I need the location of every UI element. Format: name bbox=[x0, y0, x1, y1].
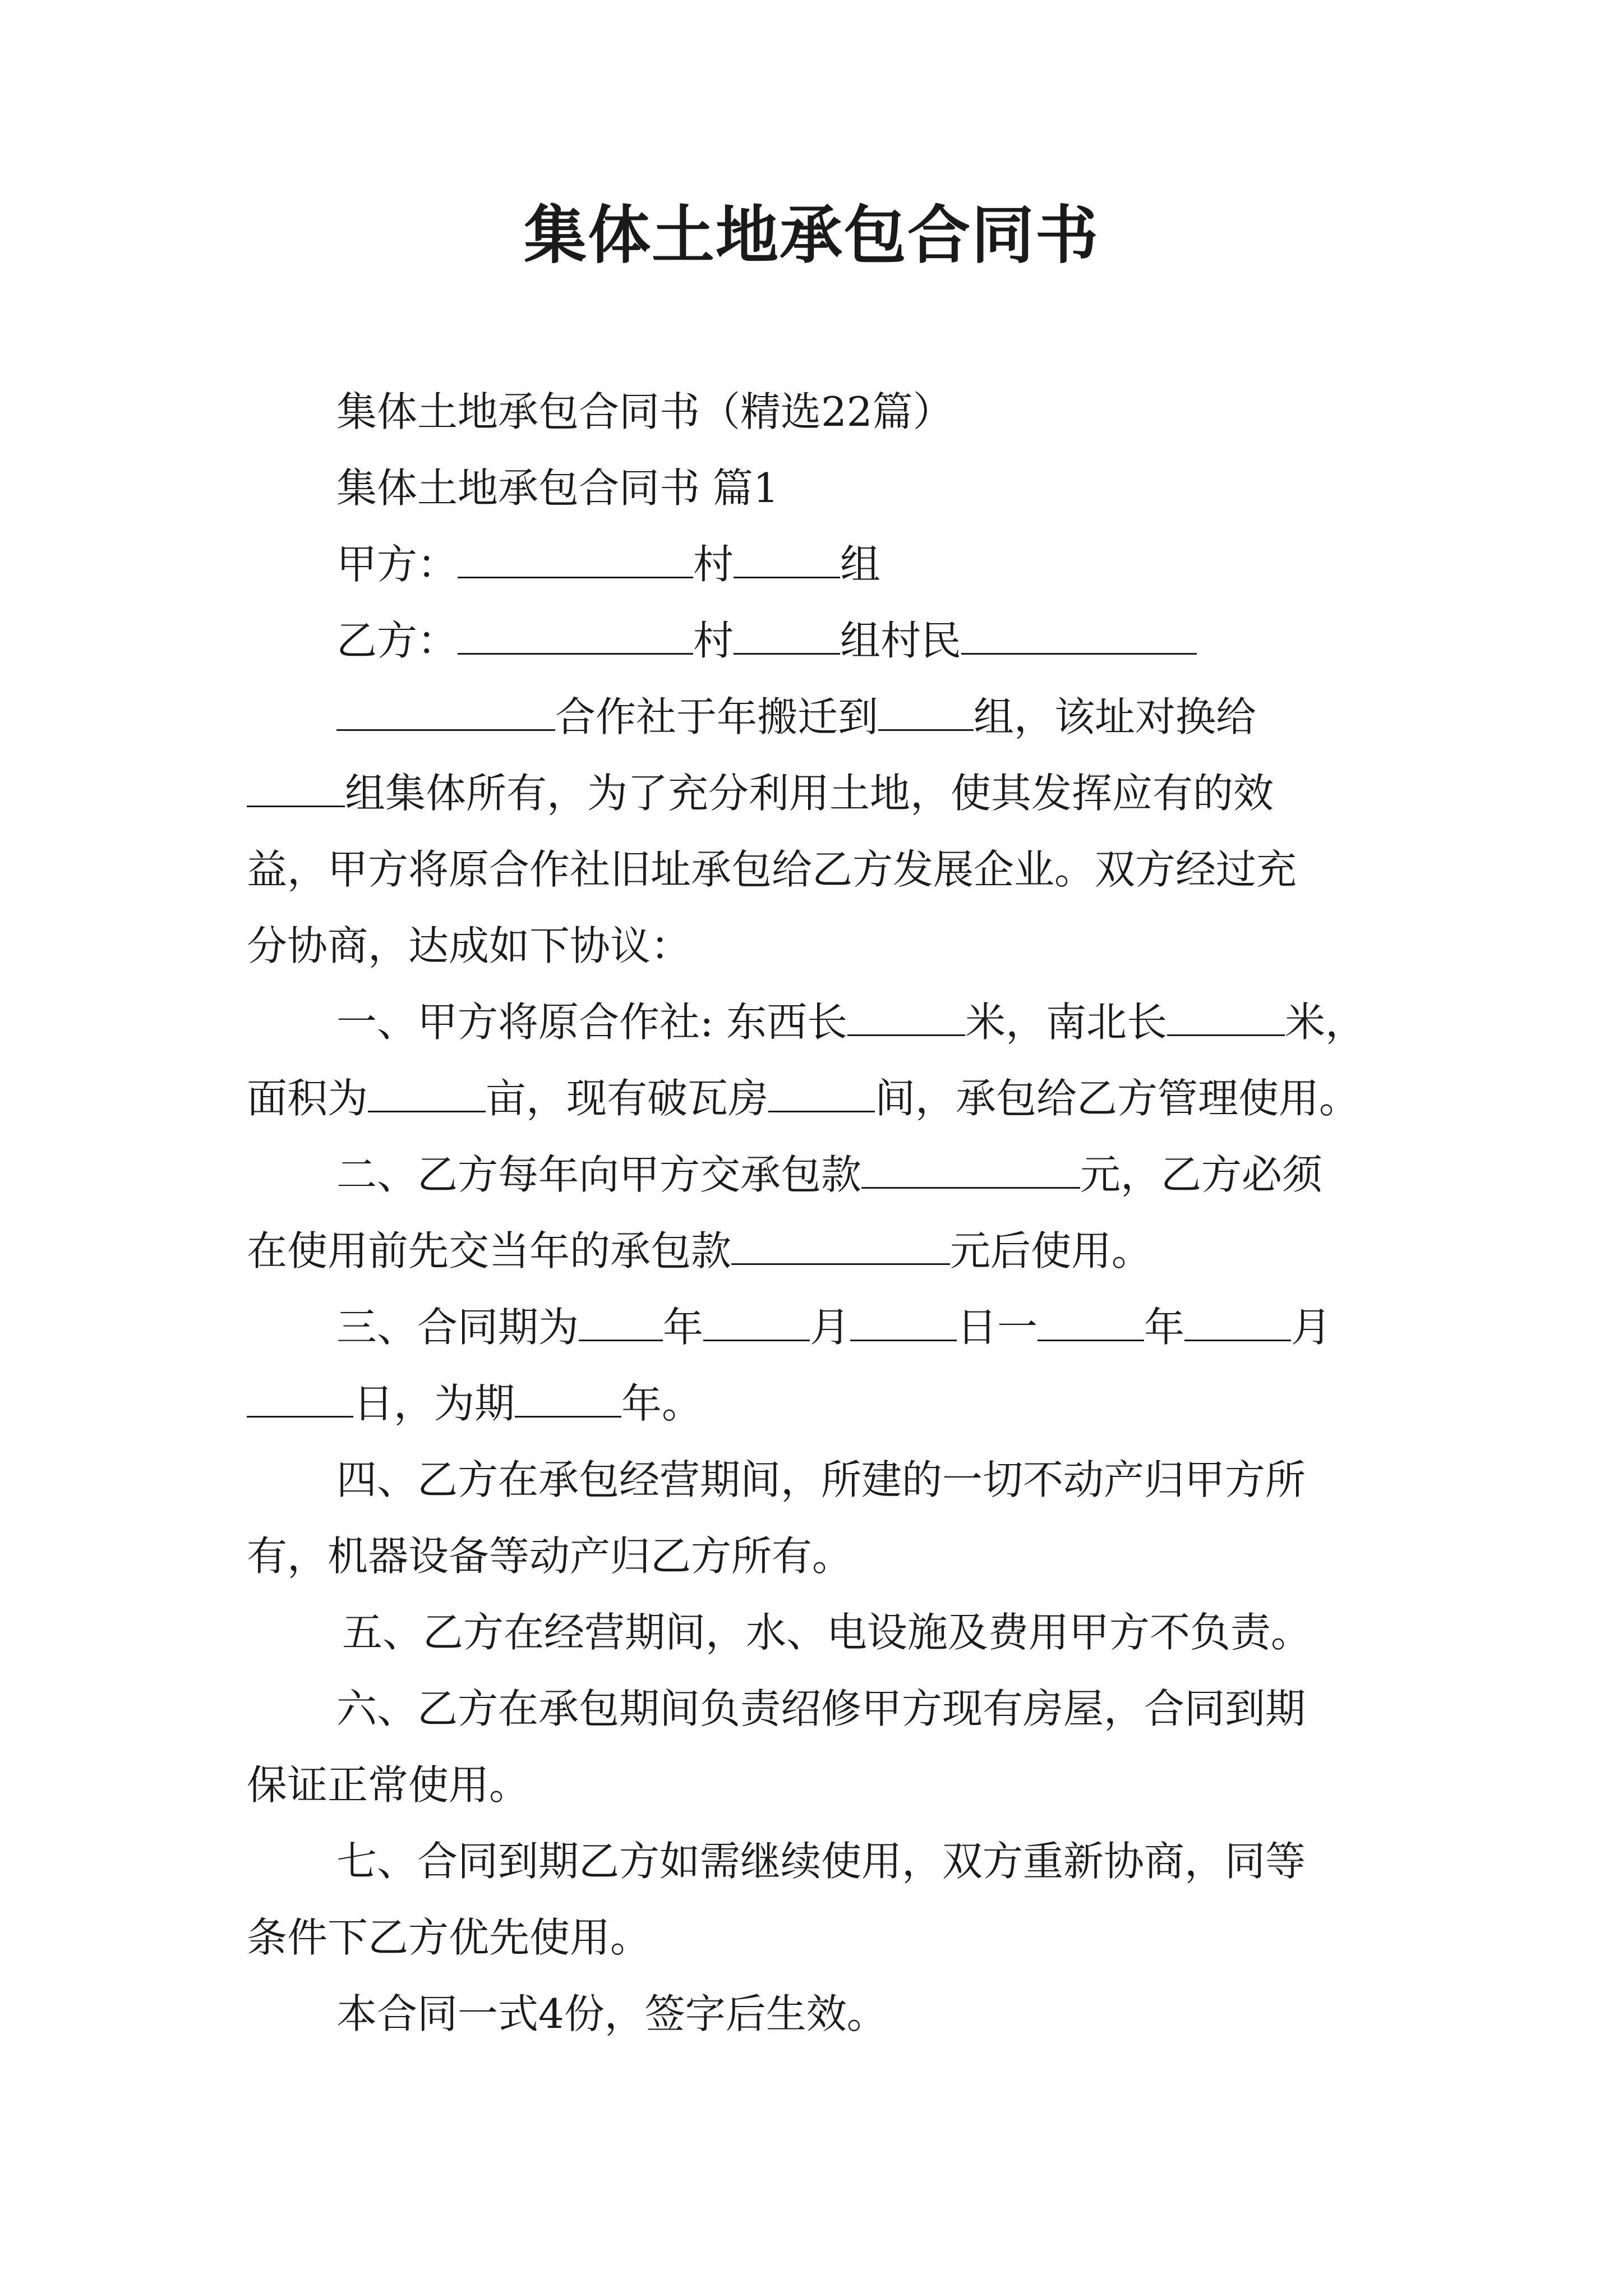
clause-1-text-c: 米， bbox=[1285, 999, 1366, 1046]
start-year-blank[interactable] bbox=[579, 1300, 663, 1341]
start-month-blank[interactable] bbox=[703, 1300, 810, 1341]
party-a-label: 甲方： bbox=[336, 541, 458, 588]
clause-2-text-d: 元后使用。 bbox=[950, 1227, 1152, 1274]
party-b-label: 乙方： bbox=[336, 617, 458, 664]
clause-6-line-1: 六、乙方在承包期间负责绍修甲方现有房屋，合同到期 bbox=[336, 1685, 1306, 1732]
clause-3-line-1 bbox=[336, 1299, 1331, 1355]
intro-text-1: 合作社于年搬迁到 bbox=[555, 693, 879, 740]
clause-1-text-a: 一、甲方将原合作社: 东西长 bbox=[336, 999, 848, 1046]
party-b-group-blank[interactable] bbox=[734, 614, 840, 655]
clause-7-line-2: 条件下乙方优先使用。 bbox=[247, 1914, 651, 1961]
clause-7-line-1: 七、合同到期乙方如需继续使用，双方重新协商，同等 bbox=[336, 1838, 1306, 1885]
party-b-villager-blank[interactable] bbox=[961, 614, 1197, 655]
clause-1-text-b: 米，南北长 bbox=[965, 999, 1168, 1046]
document-title: 集体土地承包合同书 bbox=[524, 199, 1099, 272]
clause-4-line-2: 有，机器设备等动产归乙方所有。 bbox=[247, 1533, 853, 1580]
clause-2-text-c: 在使用前先交当年的承包款 bbox=[247, 1227, 732, 1274]
end-day-blank[interactable] bbox=[247, 1377, 353, 1418]
clause-3-day-to-label: 日一 bbox=[957, 1304, 1038, 1351]
collective-group-blank[interactable] bbox=[247, 766, 345, 807]
start-day-blank[interactable] bbox=[850, 1300, 957, 1341]
party-b-village-blank[interactable] bbox=[458, 614, 693, 655]
party-a-village-label: 村 bbox=[693, 541, 734, 588]
clause-2-text-b: 元，乙方必须 bbox=[1080, 1151, 1323, 1198]
clause-1-line-2 bbox=[247, 1070, 1359, 1126]
clause-2-line-1 bbox=[336, 1147, 1322, 1203]
clause-3-text-a: 三、合同期为 bbox=[336, 1304, 579, 1351]
document-subtitle: 集体土地承包合同书（精选22篇） bbox=[336, 388, 953, 435]
clause-1-line-1 bbox=[336, 994, 1366, 1050]
clause-2-line-2 bbox=[247, 1223, 1152, 1279]
annual-fee-blank[interactable] bbox=[861, 1148, 1080, 1189]
intro-line-3: 益，甲方将原合作社旧址承包给乙方发展企业。双方经过充 bbox=[247, 846, 1297, 893]
closing-line: 本合同一式4份，签字后生效。 bbox=[336, 1990, 887, 2037]
intro-line-4: 分协商，达成如下协议： bbox=[247, 922, 691, 969]
clause-4-line-1: 四、乙方在承包经营期间，所建的一切不动产归甲方所 bbox=[336, 1456, 1306, 1503]
party-b-group-villager-label: 组村民 bbox=[840, 617, 962, 664]
clause-3-end-year-label: 年 bbox=[1144, 1304, 1185, 1351]
clause-3-line-2 bbox=[247, 1375, 702, 1432]
party-a-group-blank[interactable] bbox=[734, 537, 840, 578]
intro-text-3: 组集体所有，为了充分利用土地，使其发挥应有的效 bbox=[345, 770, 1274, 817]
clause-3-day-end-label: 日，为期 bbox=[353, 1380, 515, 1427]
end-month-blank[interactable] bbox=[1184, 1300, 1291, 1341]
party-a-village-blank[interactable] bbox=[458, 537, 693, 578]
east-west-length-blank[interactable] bbox=[847, 995, 965, 1036]
north-south-length-blank[interactable] bbox=[1167, 995, 1285, 1036]
clause-3-year-label: 年 bbox=[663, 1304, 704, 1351]
clause-6-line-2: 保证正常使用。 bbox=[247, 1761, 530, 1809]
clause-2-text-a: 二、乙方每年向甲方交承包款 bbox=[336, 1151, 862, 1198]
clause-5-line: 五、乙方在经营期间，水、电设施及费用甲方不负责。 bbox=[342, 1609, 1312, 1656]
clause-3-end-month-label: 月 bbox=[1291, 1304, 1332, 1351]
term-years-blank[interactable] bbox=[515, 1377, 621, 1418]
cooperative-name-blank[interactable] bbox=[336, 690, 555, 731]
relocation-group-blank[interactable] bbox=[878, 690, 974, 731]
area-mu-blank[interactable] bbox=[368, 1071, 486, 1112]
clause-3-month-label: 月 bbox=[810, 1304, 851, 1351]
clause-1-text-d: 面积为 bbox=[247, 1075, 368, 1122]
clause-1-text-f: 间，承包给乙方管理使用。 bbox=[875, 1075, 1360, 1122]
party-b-village-label: 村 bbox=[693, 617, 734, 664]
prepay-fee-blank[interactable] bbox=[731, 1224, 950, 1265]
party-a-line bbox=[336, 536, 880, 592]
intro-text-2: 组，该址对换给 bbox=[974, 693, 1257, 740]
intro-line-1 bbox=[336, 689, 1380, 745]
end-year-blank[interactable] bbox=[1038, 1300, 1144, 1341]
house-count-blank[interactable] bbox=[768, 1071, 875, 1112]
clause-3-years-end-label: 年。 bbox=[621, 1380, 703, 1427]
party-b-line bbox=[336, 613, 1197, 669]
party-a-group-label: 组 bbox=[840, 541, 881, 588]
section-heading: 集体土地承包合同书 篇1 bbox=[336, 464, 779, 512]
intro-line-2 bbox=[247, 765, 1274, 821]
clause-1-text-e: 亩，现有破瓦房 bbox=[486, 1075, 769, 1122]
